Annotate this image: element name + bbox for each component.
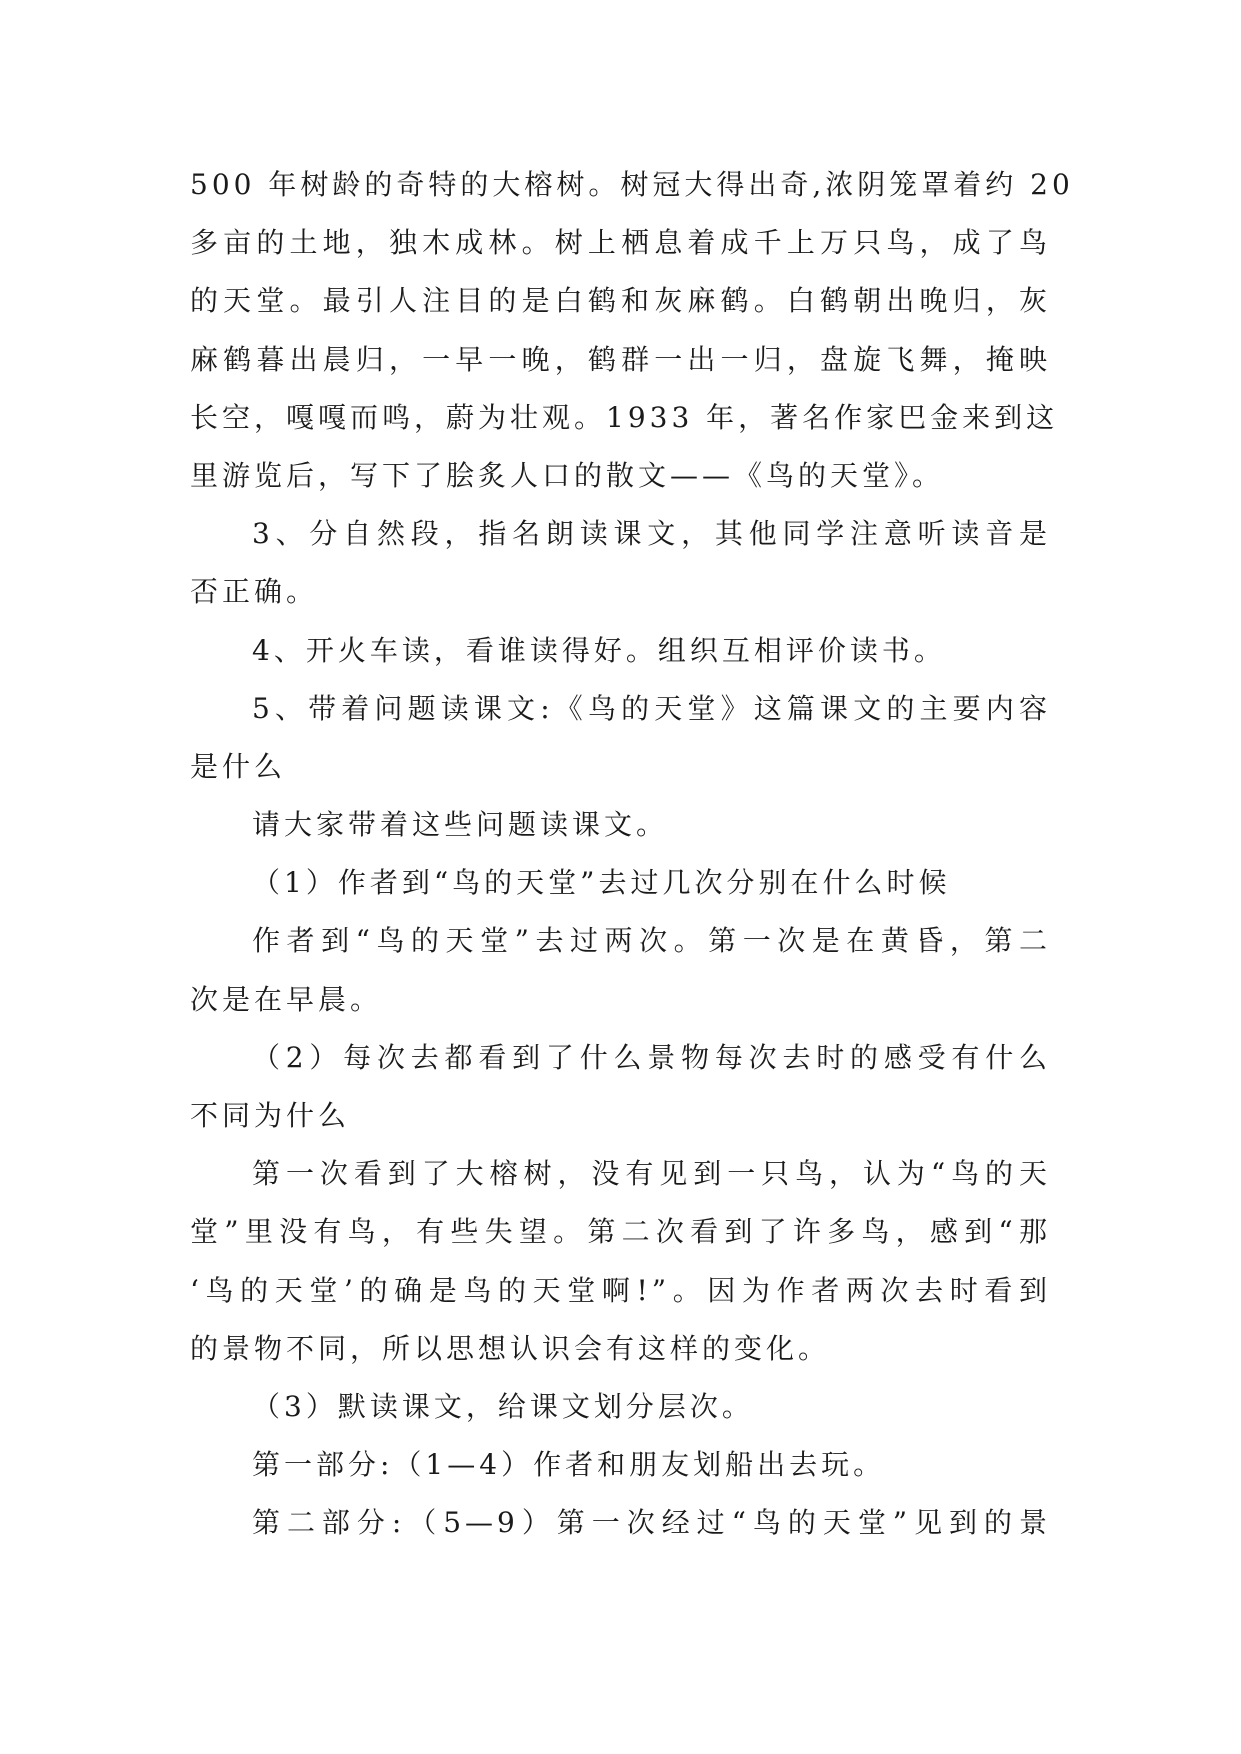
paragraph-banyan-intro [190,156,1074,505]
paragraph-step-3 [190,505,1051,621]
text-line: （2）每次去都看到了什么景物每次去时的感受有什么 [252,1040,1051,1074]
text-line: 里游览后，写下了脍炙人口的散文——《鸟的天堂》。 [190,458,945,492]
paragraph-question-1 [190,854,1051,912]
text-line: 不同为什么 [190,1099,351,1132]
text-line: 的天堂。最引人注目的是白鹤和灰麻鹤。白鹤朝出晚归，灰 [190,284,1051,318]
text-line: 5、带着问题读课文:《鸟的天堂》这篇课文的主要内容 [252,691,1051,725]
text-line: 第二部分:（5—9）第一次经过“鸟的天堂”见到的景 [252,1506,1051,1540]
text-line: 请大家带着这些问题读课文。 [252,808,669,842]
text-line: 堂”里没有鸟，有些失望。第二次看到了许多鸟，感到“那 [190,1215,1051,1249]
paragraph-answer-2 [190,1145,1051,1378]
text-line: 第一部分:（1—4）作者和朋友划船出去玩。 [252,1448,886,1482]
text-line: 长空，嘎嘎而鸣，蔚为壮观。1933 年，著名作家巴金来到这 [190,400,1059,434]
text-line: 次是在早晨。 [190,982,383,1016]
paragraph-question-2 [190,1029,1051,1145]
text-line: 否正确。 [190,575,319,609]
text-line: （3）默读课文，给课文划分层次。 [252,1389,754,1423]
text-line: 3、分自然段，指名朗读课文，其他同学注意听读音是 [252,517,1051,551]
text-line: 的景物不同，所以思想认识会有这样的变化。 [190,1331,831,1365]
paragraph-step-5 [190,680,1051,796]
text-line: 作者到“鸟的天堂”去过两次。第一次是在黄昏，第二 [252,924,1051,958]
paragraph-answer-1 [190,912,1051,1028]
text-line: （1）作者到“鸟的天堂”去过几次分别在什么时候 [252,866,951,900]
text-line: 多亩的土地，独木成林。树上栖息着成千上万只鸟，成了鸟 [190,226,1051,260]
text-line: 4、开火车读，看谁读得好。组织互相评价读书。 [252,633,946,667]
paragraph-part-2 [190,1494,1051,1552]
text-line: 500 年树龄的奇特的大榕树。树冠大得出奇,浓阴笼罩着约 20 [190,168,1074,201]
text-line: 是什么 [190,749,287,783]
body-text [190,156,1074,1553]
paragraph-step-4 [190,622,1051,680]
text-line: 麻鹤暮出晨归，一早一晚，鹤群一出一归，盘旋飞舞，掩映 [190,342,1051,376]
text-line: ‘鸟的天堂’的确是鸟的天堂啊!”。因为作者两次去时看到 [190,1273,1051,1307]
text-line: 第一次看到了大榕树，没有见到一只鸟，认为“鸟的天 [252,1157,1051,1191]
paragraph-part-1 [190,1436,1051,1494]
paragraph-question-3 [190,1378,1051,1436]
paragraph-instruction [190,796,1051,854]
